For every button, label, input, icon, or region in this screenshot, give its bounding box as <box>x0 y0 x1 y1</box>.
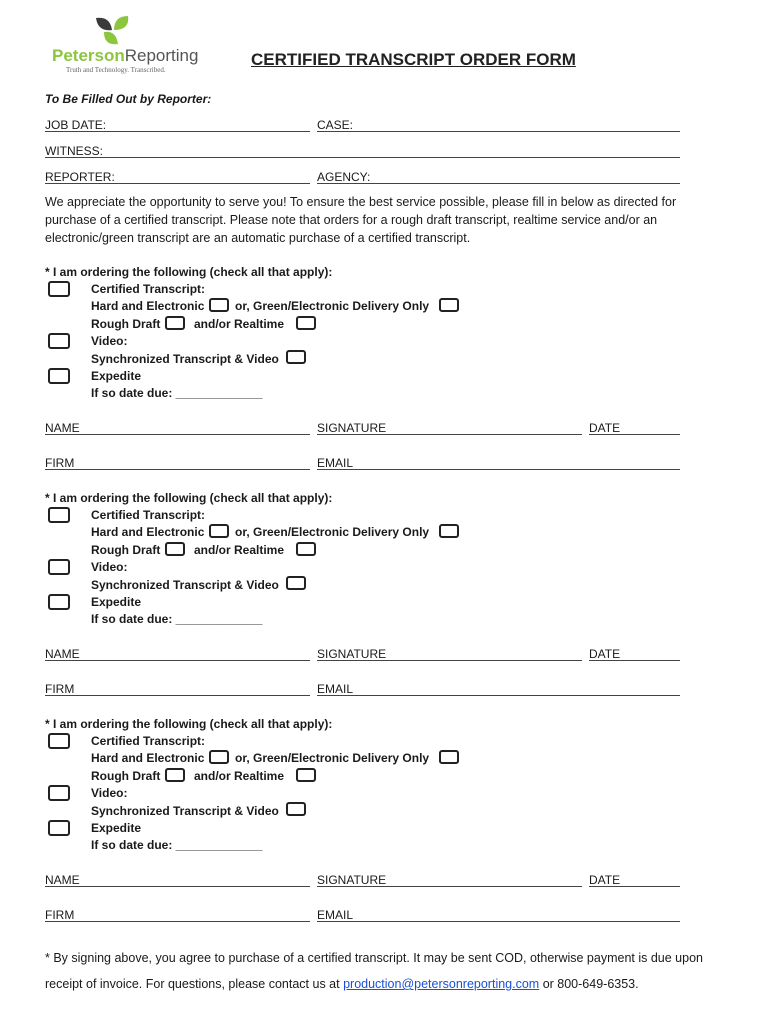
firm-line[interactable] <box>45 469 310 470</box>
page-title: CERTIFIED TRANSCRIPT ORDER FORM <box>251 50 576 69</box>
order-heading: * I am ordering the following (check all that apply): <box>45 491 333 505</box>
date-line[interactable] <box>589 660 680 661</box>
firm-label: FIRM <box>45 908 75 922</box>
expedite-checkbox[interactable] <box>48 594 70 610</box>
video-checkbox[interactable] <box>48 559 70 575</box>
realtime-label: and/or Realtime <box>194 769 285 783</box>
agency-line[interactable] <box>317 183 680 184</box>
sync-checkbox[interactable] <box>286 802 306 816</box>
intro-paragraph: We appreciate the opportunity to serve you! To ensure the best service possible, please fill in below as directed for purchase of a certified transcript. Please note that orders for a rough draft transcript, realtime service and/or an electronic/green transcript are an automatic purchase of a certified transcript. <box>45 195 677 245</box>
email-line[interactable] <box>317 695 680 696</box>
hard-electronic-checkbox[interactable] <box>209 524 229 538</box>
date-due-label: If so date due: _____________ <box>91 386 263 400</box>
realtime-checkbox[interactable] <box>296 542 316 556</box>
email-label: EMAIL <box>317 456 354 470</box>
footer-line-2-text: receipt of invoice. For questions, please contact us at <box>45 977 344 991</box>
footer-line-2 <box>45 977 639 991</box>
logo-brand-bold: Peterson <box>52 46 125 65</box>
sync-label: Synchronized Transcript & Video <box>91 352 279 366</box>
realtime-checkbox[interactable] <box>296 316 316 330</box>
hard-electronic-label: Hard and Electronic <box>91 751 205 765</box>
rough-draft-label: Rough Draft <box>91 543 161 557</box>
realtime-label: and/or Realtime <box>194 317 285 331</box>
signature-line[interactable] <box>317 660 582 661</box>
reporter-label: REPORTER: <box>45 170 115 184</box>
date-label: DATE <box>589 647 621 661</box>
email-label: EMAIL <box>317 682 354 696</box>
name-label: NAME <box>45 421 80 435</box>
email-label: EMAIL <box>317 908 354 922</box>
firm-label: FIRM <box>45 456 75 470</box>
certified-checkbox[interactable] <box>48 733 70 749</box>
video-checkbox[interactable] <box>48 785 70 801</box>
green-electronic-label: or, Green/Electronic Delivery Only <box>235 751 430 765</box>
hard-electronic-label: Hard and Electronic <box>91 525 205 539</box>
rough-draft-checkbox[interactable] <box>165 768 185 782</box>
certified-label: Certified Transcript: <box>91 734 206 748</box>
leaf-logo-icon <box>92 14 132 48</box>
email-line[interactable] <box>317 921 680 922</box>
expedite-checkbox[interactable] <box>48 820 70 836</box>
date-label: DATE <box>589 873 621 887</box>
witness-label: WITNESS: <box>45 144 104 158</box>
video-checkbox[interactable] <box>48 333 70 349</box>
certified-label: Certified Transcript: <box>91 282 206 296</box>
signature-label: SIGNATURE <box>317 647 387 661</box>
expedite-label: Expedite <box>91 595 142 609</box>
signature-label: SIGNATURE <box>317 873 387 887</box>
name-line[interactable] <box>45 660 310 661</box>
order-heading: * I am ordering the following (check all that apply): <box>45 265 333 279</box>
signature-label: SIGNATURE <box>317 421 387 435</box>
video-label: Video: <box>91 334 128 348</box>
video-label: Video: <box>91 560 128 574</box>
name-label: NAME <box>45 647 80 661</box>
expedite-label: Expedite <box>91 369 142 383</box>
certified-checkbox[interactable] <box>48 281 70 297</box>
reporter-heading: To Be Filled Out by Reporter: <box>45 92 212 106</box>
name-line[interactable] <box>45 434 310 435</box>
footer-line-2-end: or 800-649-6353. <box>539 977 639 991</box>
hard-electronic-label: Hard and Electronic <box>91 299 205 313</box>
date-line[interactable] <box>589 434 680 435</box>
realtime-label: and/or Realtime <box>194 543 285 557</box>
date-label: DATE <box>589 421 621 435</box>
expedite-label: Expedite <box>91 821 142 835</box>
green-electronic-checkbox[interactable] <box>439 298 459 312</box>
rough-draft-label: Rough Draft <box>91 769 161 783</box>
footer-line-1: * By signing above, you agree to purchase of a certified transcript. It may be sent COD, otherwise payment is due upon <box>45 951 703 965</box>
reporter-line[interactable] <box>45 183 310 184</box>
sync-label: Synchronized Transcript & Video <box>91 578 279 592</box>
job-date-line[interactable] <box>45 131 310 132</box>
name-line[interactable] <box>45 886 310 887</box>
agency-label: AGENCY: <box>317 170 371 184</box>
date-due-label: If so date due: _____________ <box>91 612 263 626</box>
sync-checkbox[interactable] <box>286 576 306 590</box>
order-heading: * I am ordering the following (check all that apply): <box>45 717 333 731</box>
date-line[interactable] <box>589 886 680 887</box>
green-electronic-checkbox[interactable] <box>439 524 459 538</box>
signature-line[interactable] <box>317 434 582 435</box>
email-line[interactable] <box>317 469 680 470</box>
rough-draft-label: Rough Draft <box>91 317 161 331</box>
firm-line[interactable] <box>45 695 310 696</box>
case-label: CASE: <box>317 118 354 132</box>
certified-checkbox[interactable] <box>48 507 70 523</box>
case-line[interactable] <box>317 131 680 132</box>
rough-draft-checkbox[interactable] <box>165 542 185 556</box>
hard-electronic-checkbox[interactable] <box>209 750 229 764</box>
realtime-checkbox[interactable] <box>296 768 316 782</box>
logo-brand-light: Reporting <box>124 46 199 65</box>
witness-line[interactable] <box>45 157 680 158</box>
job-date-label: JOB DATE: <box>45 118 107 132</box>
date-due-label: If so date due: _____________ <box>91 838 263 852</box>
logo-tagline: Truth and Technology. Transcribed. <box>66 66 166 74</box>
hard-electronic-checkbox[interactable] <box>209 298 229 312</box>
green-electronic-label: or, Green/Electronic Delivery Only <box>235 525 430 539</box>
firm-label: FIRM <box>45 682 75 696</box>
rough-draft-checkbox[interactable] <box>165 316 185 330</box>
certified-label: Certified Transcript: <box>91 508 206 522</box>
expedite-checkbox[interactable] <box>48 368 70 384</box>
signature-line[interactable] <box>317 886 582 887</box>
logo <box>52 14 222 76</box>
green-electronic-checkbox[interactable] <box>439 750 459 764</box>
video-label: Video: <box>91 786 128 800</box>
sync-label: Synchronized Transcript & Video <box>91 804 279 818</box>
contact-email-link[interactable]: production@petersonreporting.com <box>343 977 540 991</box>
firm-line[interactable] <box>45 921 310 922</box>
green-electronic-label: or, Green/Electronic Delivery Only <box>235 299 430 313</box>
name-label: NAME <box>45 873 80 887</box>
sync-checkbox[interactable] <box>286 350 306 364</box>
